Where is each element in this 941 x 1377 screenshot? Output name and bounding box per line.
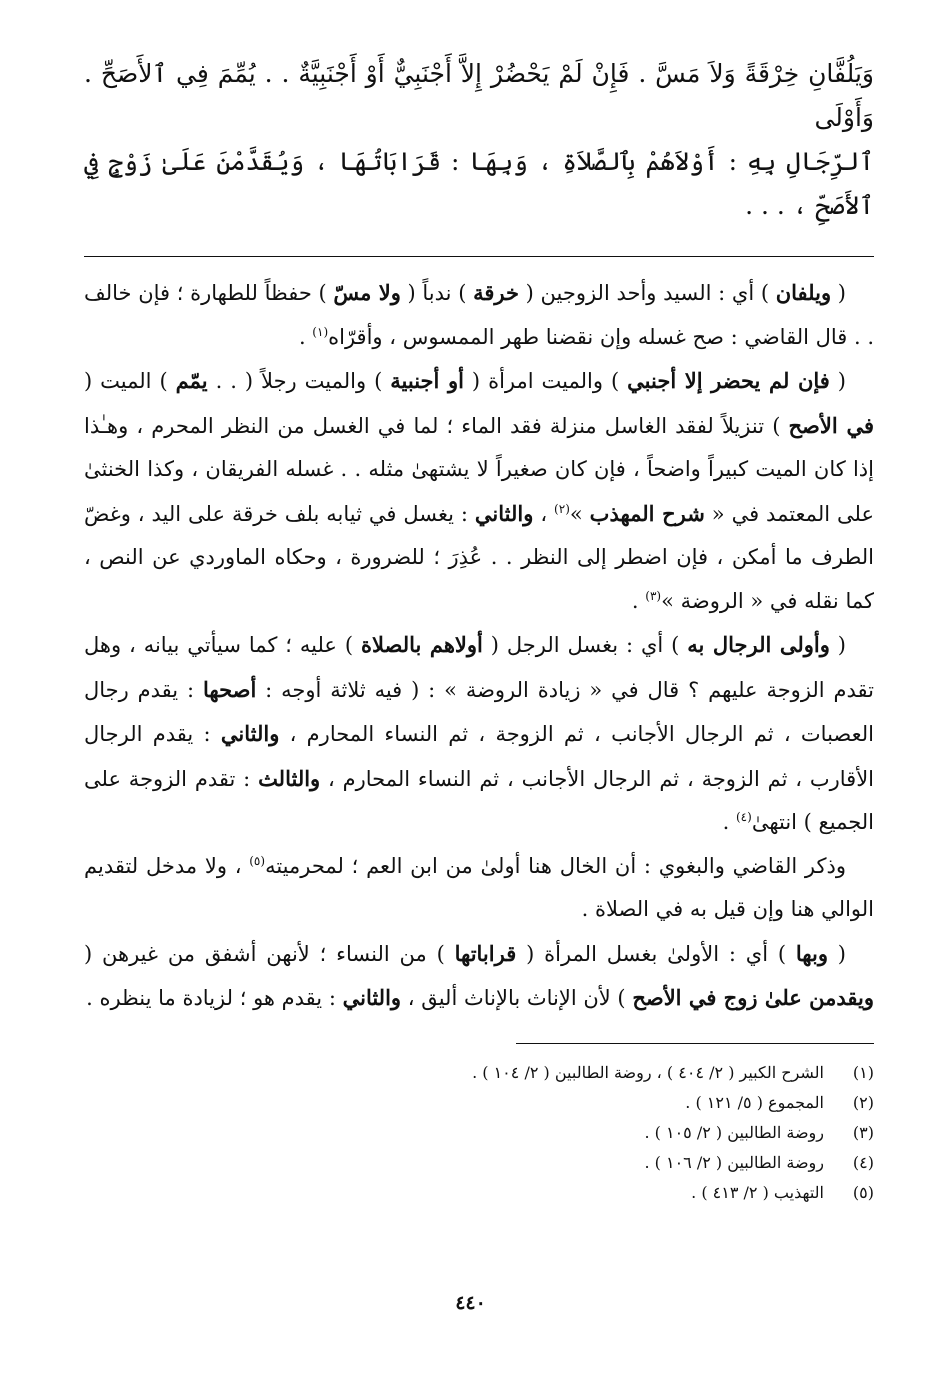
footnote-item: (٥) التهذيب ( ٢/ ٤١٣ ) . — [691, 1182, 874, 1202]
sharh-text — [84, 271, 874, 1021]
sharh-paragraph-4: وذكر القاضي والبغوي : أن الخال هنا أولىٰ من ابن العم ؛ لمحرميته$^{(٥)}$ ، ولا مدخل لتقديم الوالي هنا وإن قيل به في الصلاة . — [84, 853, 874, 921]
footnote-ref-1: (١) — [312, 324, 329, 339]
matn-separator — [84, 256, 874, 257]
footnotes-list — [84, 1058, 874, 1208]
footnote-ref-3: (٣) — [645, 588, 662, 603]
footnote-ref-2: (٢) — [554, 501, 570, 516]
page-body — [84, 52, 874, 1208]
sharh-paragraph-2: ( فإن لم يحضر إلا أجنبي ) والميت امرأة ( أو أجنبية ) والميت رجلاً ( . . يمّم ) الميت ( في الأصح ) تنزيلاً لفقد الغاسل منزلة فقد الماء ؛ لما في الغسل من النظر المحرم ، وهـٰذا إذا كان الميت كبيراً واضحاً ، فإن كان صغيراً لا يشتهىٰ مثله . . غسله الفريقان ، وكذا الخنثىٰ على المعتمد في « شرح المهذب »$^{(٢)}$ ، والثاني : يغسل في ثيابه بلف خرقة على اليد ، وغضّ الطرف ما أمكن ، فإن اضطر إلى النظر . . عُذِرَ ؛ للضرورة ، وحكاه الماوردي عن النص ، كما نقله في « الروضة »$^{(٣)}$ . — [84, 368, 874, 613]
sharh-paragraph-5: ( وبها ) أي : الأولىٰ بغسل المرأة ( قراباتها ) من النساء ؛ لأنهن أشفق من غيرهن ( ويقدمن علىٰ زوج في الأصح ) لأن الإناث بالإناث أليق ، والثاني : يقدم هو ؛ لزيادة ما ينظره . — [84, 940, 874, 1010]
sharh-paragraph-1: ( ويلفان ) أي : السيد وأحد الزوجين ( خرقة ) ندباً ( ولا مسّ ) حفظاً للطهارة ؛ فإن خالف . . قال القاضي : صح غسله وإن نقضنا طهر الممسوس ، وأقرّاه$^{(١)}$ . — [84, 280, 874, 349]
footnote-item: (٣) روضة الطالبين ( ٢/ ١٠٥ ) . — [644, 1122, 874, 1142]
footnote-item: (٤) روضة الطالبين ( ٢/ ١٠٦ ) . — [644, 1152, 874, 1172]
footnote-ref-5: (٥) — [249, 853, 266, 868]
page-number: ٤٤٠ — [455, 1292, 486, 1314]
matn-text — [84, 52, 874, 228]
matn-line-2: ٱلرِّجَالِ بِهِ : أَوْلاَهُمْ بِٱلصَّلاَةِ ، وَبِهَا : قَرَابَاتُهَا ، وَيُقَدَّمْنَ عَلَىٰ زَوْجٍ فِي ٱلأَصَحِّ ، . . . — [84, 147, 874, 220]
footnote-item: (٢) المجموع ( ٥/ ١٢١ ) . — [685, 1092, 874, 1112]
footnote-item: (١) الشرح الكبير ( ٢/ ٤٠٤ ) ، روضة الطالبين ( ٢/ ١٠٤ ) . — [472, 1062, 874, 1082]
sharh-paragraph-3: ( وأولى الرجال به ) أي : بغسل الرجل ( أولاهم بالصلاة ) عليه ؛ كما سيأتي بيانه ، وهل تقدم الزوجة عليهم ؟ قال في « زيادة الروضة » : ( فيه ثلاثة أوجه : أصحها : يقدم رجال العصبات ، ثم الرجال الأجانب ، ثم الزوجة ، ثم النساء المحارم ، والثاني : يقدم الرجال الأقارب ، ثم الزوجة ، ثم الرجال الأجانب ، ثم النساء المحارم ، والثالث : تقدم الزوجة على الجميع ) انتهىٰ$^{(٤)}$ . — [84, 632, 875, 834]
matn-line-1: وَيَلُفَّانِ خِرْقَةً وَلاَ مَسَّ . فَإِنْ لَمْ يَحْضُرْ إِلاَّ أَجْنَبِيٌّ أَوْ أَجْنَبِيَّةٌ . . يُمِّمَ فِي ٱلأَصَحِّ . وَأَوْلَى — [84, 59, 874, 132]
footnote-separator — [516, 1043, 874, 1044]
footnote-ref-4: (٤) — [735, 810, 752, 824]
